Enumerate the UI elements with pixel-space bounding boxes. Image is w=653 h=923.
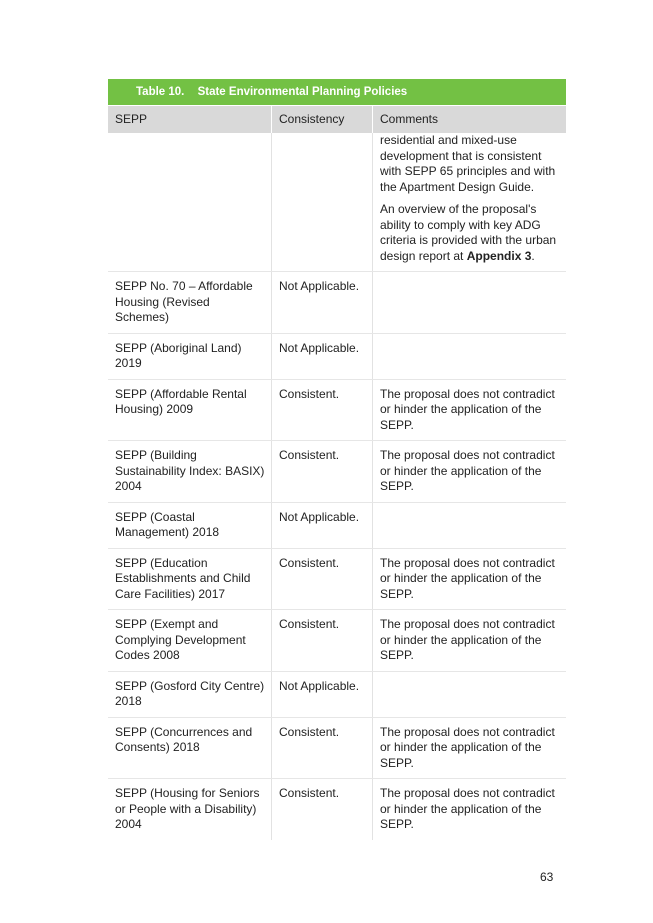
table-title-number: Table 10. xyxy=(136,86,185,98)
comment-text-end: . xyxy=(531,248,535,263)
cell-sepp: SEPP (Exempt and Complying Development Codes 2008 xyxy=(115,617,246,662)
sepp-table xyxy=(108,79,566,840)
header-comments: Comments xyxy=(372,106,566,133)
comment-text: An overview of the proposal's ability to comply with key ADG criteria is provided with the urban design report at xyxy=(380,202,557,263)
cell-consistency: Not Applicable. xyxy=(271,672,372,717)
table-row xyxy=(108,610,566,672)
cell-consistency: Consistent. xyxy=(271,441,372,502)
cell-sepp: SEPP (Aboriginal Land) 2019 xyxy=(115,340,242,370)
table-row xyxy=(108,380,566,442)
cell-sepp: SEPP (Coastal Management) 2018 xyxy=(115,509,220,539)
header-sepp: SEPP xyxy=(115,112,148,126)
table-row xyxy=(108,718,566,780)
page-number: 63 xyxy=(540,870,554,884)
cell-sepp: SEPP (Building Sustainability Index: BASIX) 2004 xyxy=(115,448,265,493)
table-title xyxy=(108,79,566,105)
cell-comments: The proposal does not contradict or hinder the application of the SEPP. xyxy=(372,549,566,610)
cell-consistency: Not Applicable. xyxy=(271,272,372,333)
cell-consistency: Consistent. xyxy=(271,610,372,671)
header-consistency: Consistency xyxy=(271,106,372,133)
comment-paragraph xyxy=(380,202,560,264)
cell-consistency: Not Applicable. xyxy=(271,334,372,379)
cell-comments xyxy=(372,133,566,271)
cell-comments xyxy=(372,503,566,548)
table-row xyxy=(108,672,566,718)
table-row-continuation xyxy=(108,133,566,272)
table-row xyxy=(108,779,566,840)
cell-consistency: Consistent. xyxy=(271,380,372,441)
cell-sepp: SEPP (Education Establishments and Child Care Facilities) 2017 xyxy=(115,555,251,601)
table-title-text: State Environmental Planning Policies xyxy=(197,86,408,98)
cell-consistency: Consistent. xyxy=(271,718,372,779)
appendix-reference: Appendix 3 xyxy=(466,248,532,263)
cell-comments: The proposal does not contradict or hinder the application of the SEPP. xyxy=(372,779,566,840)
cell-sepp xyxy=(108,133,271,271)
table-row xyxy=(108,503,566,549)
table-row xyxy=(108,441,566,503)
cell-sepp: SEPP (Affordable Rental Housing) 2009 xyxy=(115,386,247,416)
cell-consistency: Consistent. xyxy=(271,549,372,610)
cell-sepp: SEPP No. 70 – Affordable Housing (Revised Schemes) xyxy=(115,279,253,324)
cell-consistency: Consistent. xyxy=(271,779,372,840)
cell-comments: The proposal does not contradict or hinder the application of the SEPP. xyxy=(372,441,566,502)
cell-comments: The proposal does not contradict or hinder the application of the SEPP. xyxy=(372,610,566,671)
table-row xyxy=(108,549,566,611)
cell-sepp: SEPP (Housing for Seniors or People with a Disability) 2004 xyxy=(115,786,260,831)
table-row xyxy=(108,334,566,380)
cell-sepp: SEPP (Gosford City Centre) 2018 xyxy=(115,678,265,708)
comment-paragraph: residential and mixed-use development that is consistent with SEPP 65 principles and with the Apartment Design Guide. xyxy=(380,133,556,194)
table-header-row xyxy=(108,105,566,133)
cell-sepp: SEPP (Concurrences and Consents) 2018 xyxy=(115,724,253,754)
cell-comments: The proposal does not contradict or hinder the application of the SEPP. xyxy=(372,718,566,779)
cell-consistency: Not Applicable. xyxy=(271,503,372,548)
cell-comments xyxy=(372,672,566,717)
cell-comments: The proposal does not contradict or hinder the application of the SEPP. xyxy=(372,380,566,441)
cell-comments xyxy=(372,272,566,333)
table-row xyxy=(108,272,566,334)
cell-consistency xyxy=(271,133,372,271)
cell-comments xyxy=(372,334,566,379)
